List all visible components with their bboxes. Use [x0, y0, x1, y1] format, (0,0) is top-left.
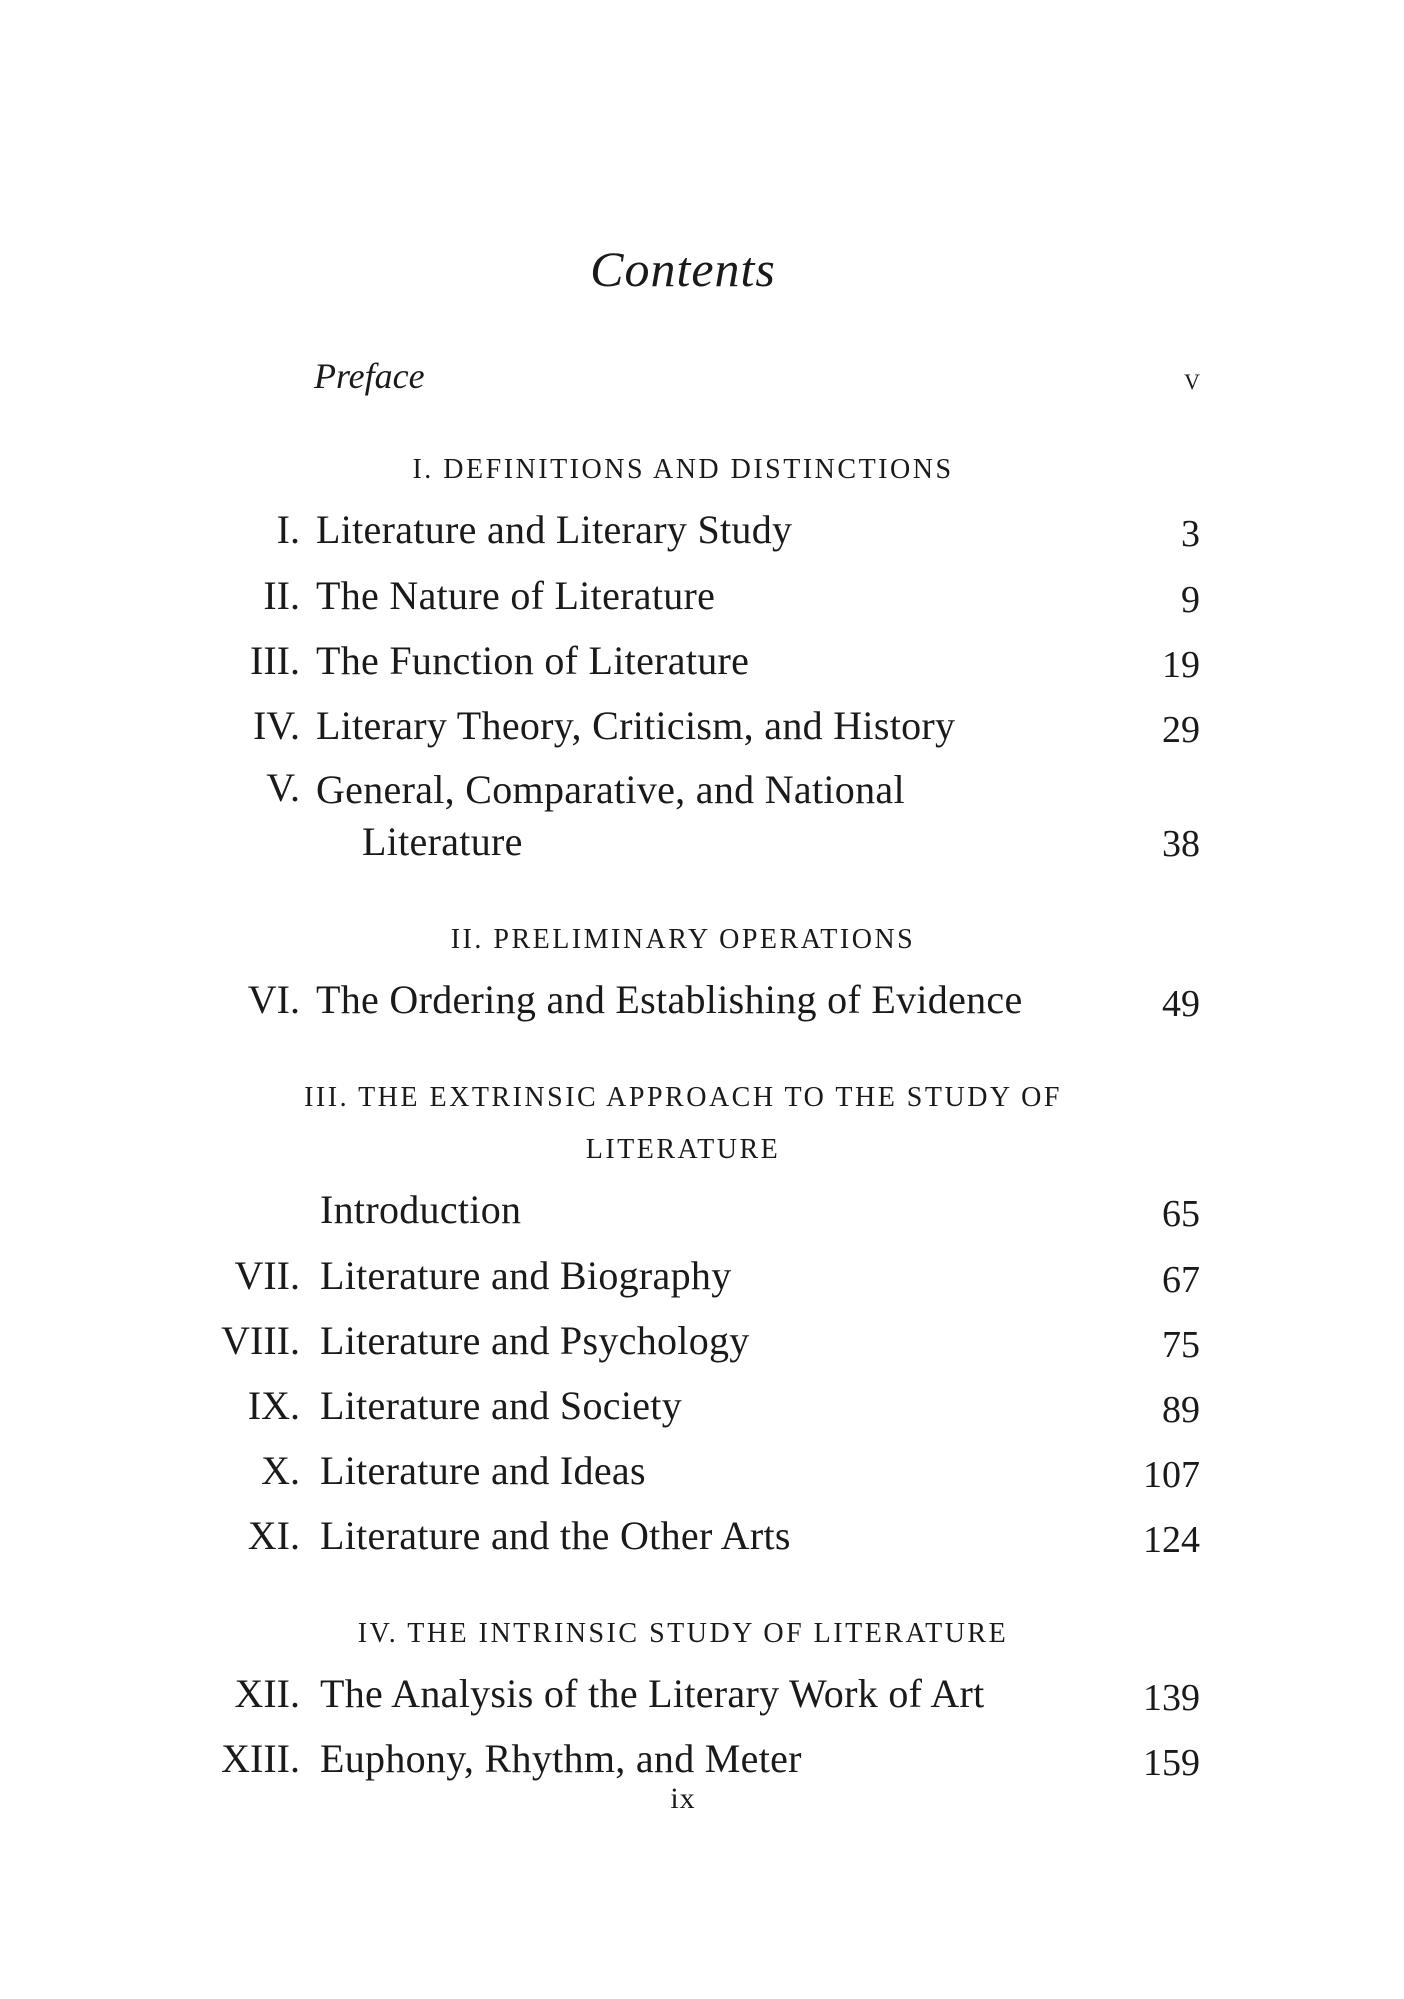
toc-entry [0, 1670, 1404, 1730]
toc-entry [0, 1252, 1404, 1312]
chapter-title: Euphony, Rhythm, and Meter [320, 1736, 802, 1781]
chapter-page-number: 3 [1181, 513, 1200, 555]
chapter-page-number: 9 [1181, 579, 1200, 621]
chapter-page-number: 67 [1162, 1259, 1200, 1301]
toc-entry [0, 702, 1404, 762]
chapter-page-number: 124 [1143, 1519, 1200, 1561]
chapter-title: The Nature of Literature [316, 573, 716, 618]
toc-entry [0, 764, 1404, 874]
chapter-page-number: 75 [1162, 1324, 1200, 1366]
chapter-title: Literature and Ideas [320, 1448, 646, 1493]
part-heading-4: IV. THE INTRINSIC STUDY OF LITERATURE [357, 1618, 1009, 1649]
chapter-page-number: 38 [1162, 823, 1200, 865]
chapter-number: I. [276, 507, 300, 552]
toc-entry [0, 506, 1404, 566]
chapter-page-number: 89 [1162, 1389, 1200, 1431]
toc-entry [0, 1317, 1404, 1377]
chapter-title: Literature and Biography [320, 1253, 732, 1298]
chapter-number: VII. [234, 1253, 300, 1298]
chapter-page-number: 19 [1162, 644, 1200, 686]
chapter-page-number: 65 [1162, 1193, 1200, 1235]
chapter-page-number: 107 [1143, 1454, 1200, 1496]
chapter-number: XII. [234, 1671, 300, 1716]
chapter-title: The Ordering and Establishing of Evidence [316, 977, 1023, 1022]
chapter-number: VI. [247, 977, 300, 1022]
toc-entry [0, 1512, 1404, 1572]
chapter-title: The Analysis of the Literary Work of Art [320, 1671, 985, 1716]
chapter-number: VIII. [221, 1318, 300, 1363]
chapter-title [316, 764, 905, 868]
preface-label: Preface [314, 356, 425, 396]
toc-entry [0, 1186, 1404, 1246]
chapter-number: IX. [247, 1383, 300, 1428]
chapter-number: III. [250, 638, 300, 683]
chapter-number: XI. [247, 1513, 300, 1558]
chapter-number: XIII. [221, 1736, 300, 1781]
chapter-title-line-1: General, Comparative, and National [316, 767, 905, 812]
chapter-title: Literature and Psychology [320, 1318, 750, 1363]
chapter-number: X. [261, 1448, 300, 1493]
chapter-number: V. [266, 765, 300, 810]
chapter-page-number: 159 [1143, 1742, 1200, 1784]
page-title: Contents [590, 241, 776, 297]
toc-entry [0, 1447, 1404, 1507]
chapter-page-number: 139 [1143, 1677, 1200, 1719]
toc-entry [0, 1382, 1404, 1442]
preface-page-number: v [1184, 360, 1200, 396]
toc-entry [0, 572, 1404, 632]
chapter-title: Introduction [320, 1187, 522, 1232]
part-heading-2: II. PRELIMINARY OPERATIONS [450, 924, 916, 955]
page-folio: ix [670, 1782, 696, 1815]
chapter-title-line-2: Literature [362, 819, 523, 864]
chapter-page-number: 49 [1162, 983, 1200, 1025]
chapter-page-number: 29 [1162, 709, 1200, 751]
chapter-number: IV. [252, 703, 300, 748]
part-heading-1: I. DEFINITIONS AND DISTINCTIONS [412, 454, 954, 485]
chapter-title: Literature and Society [320, 1383, 683, 1428]
chapter-number: II. [263, 573, 300, 618]
toc-entry [0, 976, 1404, 1036]
chapter-title: Literature and Literary Study [316, 507, 793, 552]
chapter-title: The Function of Literature [316, 638, 750, 683]
chapter-title: Literary Theory, Criticism, and History [316, 703, 956, 748]
chapter-title: Literature and the Other Arts [320, 1513, 791, 1558]
part-heading-3-line-2: LITERATURE [585, 1134, 781, 1165]
part-heading-3-line-1: III. THE EXTRINSIC APPROACH TO THE STUDY OF [304, 1082, 1062, 1113]
toc-entry [0, 637, 1404, 697]
part-heading-3 [200, 1072, 1166, 1176]
